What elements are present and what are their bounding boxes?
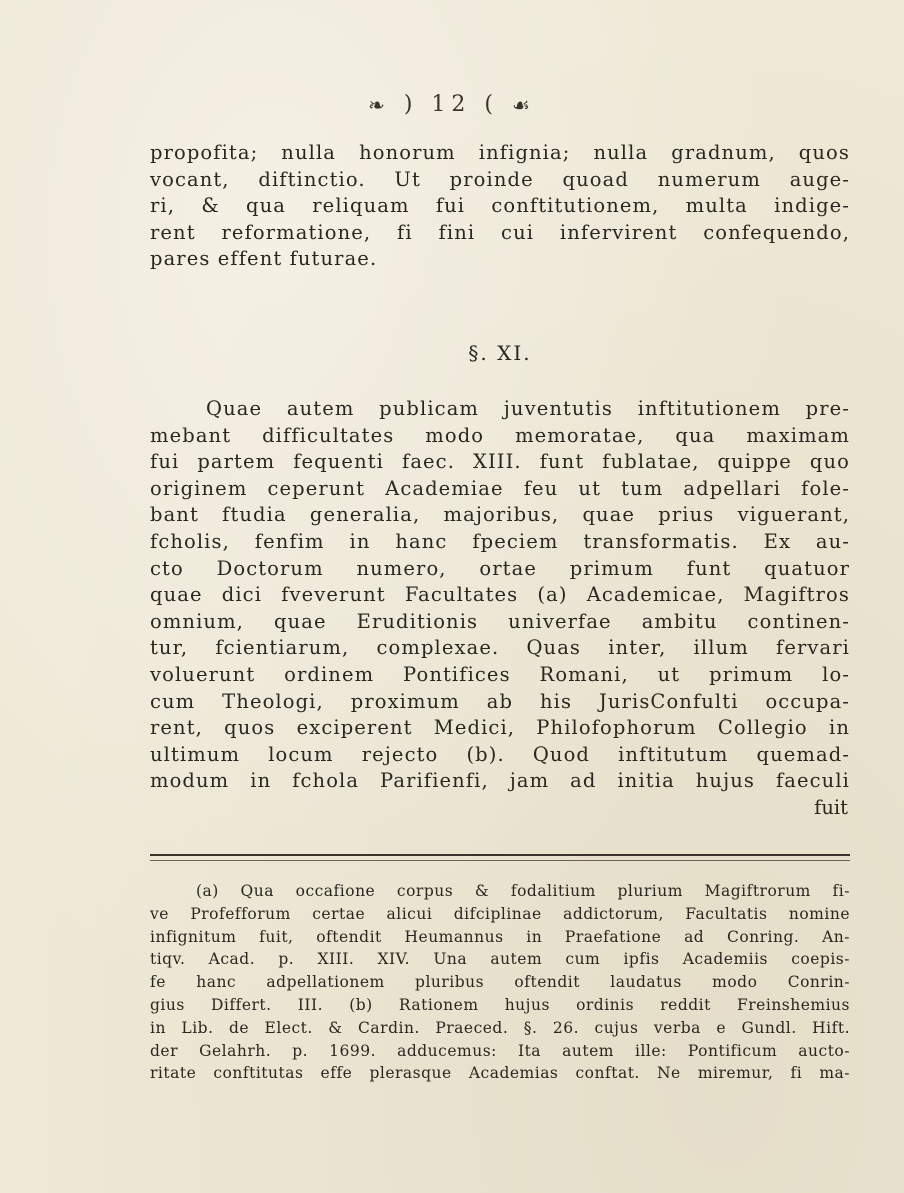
text-line: originem ceperunt Academiae feu ut tum adpellari fole- [150,476,850,500]
text-line: fui partem fequenti faec. XIII. funt fublatae, quippe quo [150,450,850,474]
text-line: cum Theologi, proximum ab his JurisConfulti occupa- [150,689,850,713]
text-line: fcholis, fenfim in hanc fpeciem transformatis. Ex au- [150,529,850,553]
text-line: pares effent futurae. [150,247,378,271]
left-ornament-icon: ❧ [368,93,391,117]
text-line: modum in fchola Parifienfi, jam ad initia hujus faeculi [150,769,850,793]
text-line: bant ftudia generalia, majoribus, quae prius viguerant, [150,503,850,527]
footnote-line: ritate conftitutas effe plerasque Academias conftat. Ne miremur, fi ma- [150,1064,850,1083]
text-line: omnium, quae Eruditionis univerfae ambitu continen- [150,609,850,633]
section-heading: §. XI. [468,341,532,365]
footnote-line: in Lib. de Elect. & Cardin. Praeced. §. 26. cujus verba e Gundl. Hift. [150,1018,850,1037]
text-line: cto Doctorum numero, ortae primum funt quatuor [150,556,850,580]
page-header [0,92,904,117]
footnote-line: (a) Qua occafione corpus & fodalitium plurium Magiftrorum fi- [196,882,850,900]
page-number: ) 12 ( [403,92,499,117]
text-line: vocant, diftinctio. Ut proinde quoad numerum auge- [150,167,850,191]
text-line: tur, fcientiarum, complexae. Quas inter, illum fervari [150,636,850,660]
catchword: fuit [814,795,848,819]
footnotes [150,880,850,1085]
text-line: ri, & qua reliquam fui conftitutionem, multa indige- [150,194,850,218]
right-ornament-icon: ☙ [511,93,536,117]
text-line: voluerunt ordinem Pontifices Romani, ut primum lo- [150,662,850,686]
footnote-line: gius Differt. III. (b) Rationem hujus ordinis reddit Freinshemius [150,995,850,1014]
footnote-line: der Gelahrh. p. 1699. adducemus: Ita autem ille: Pontificum aucto- [150,1041,850,1060]
footnote-divider-thin [150,860,850,861]
footnote-line: fe hanc adpellationem pluribus oftendit laudatus modo Conrin- [150,973,850,992]
text-line: rent reformatione, fi fini cui infervirent confequendo, [150,220,850,244]
paragraph-2 [150,396,850,822]
paragraph-1 [150,140,850,273]
footnote-line: ve Profefforum certae alicui difciplinae addictorum, Facultatis nomine [150,904,850,923]
footnote-line: infignitum fuit, oftendit Heumannus in Praefatione ad Conring. An- [150,927,850,946]
main-text [150,140,850,819]
text-line: rent, quos exciperent Medici, Philofophorum Collegio in [150,716,850,740]
text-line: mebant difficultates modo memoratae, qua maximam [150,423,850,447]
footnote-line: tiqv. Acad. p. XIII. XIV. Una autem cum ipfis Academiis coepis- [150,950,850,969]
footnote-divider [150,854,850,856]
text-line: ultimum locum rejecto (b). Quod inftitutum quemad- [150,742,850,766]
text-line: propofita; nulla honorum infignia; nulla gradnum, quos [150,141,850,164]
text-line: quae dici fveverunt Facultates (a) Academicae, Magiftros [150,583,850,607]
text-line: Quae autem publicam juventutis inftitutionem pre- [206,397,850,420]
